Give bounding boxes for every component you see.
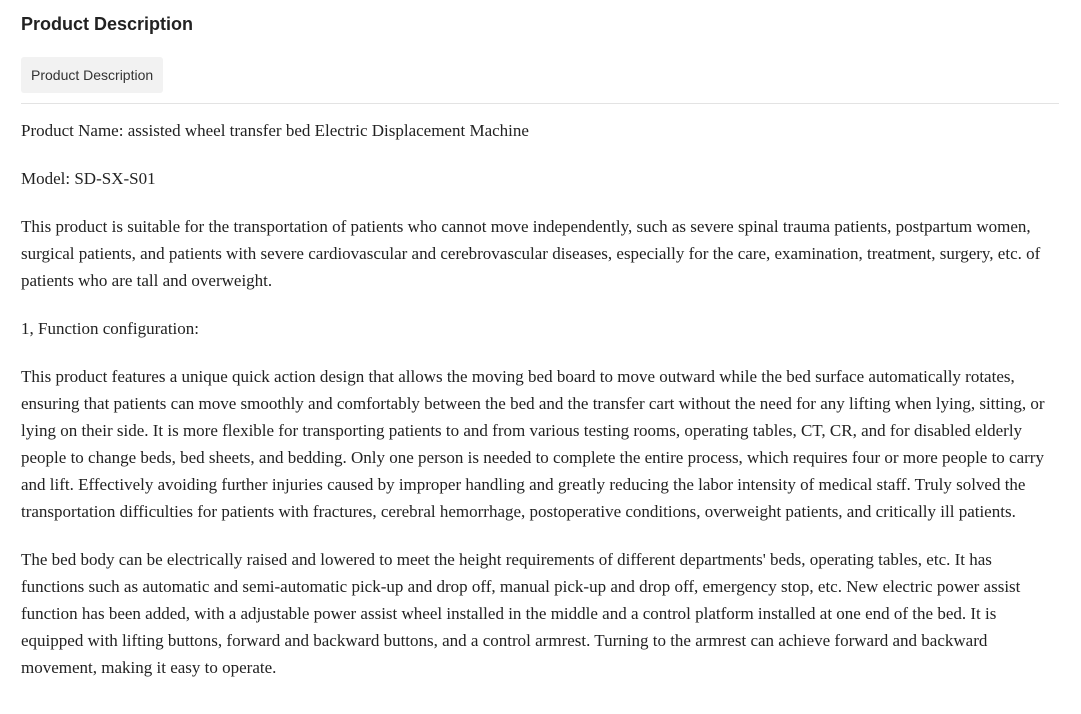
tab-bar [21,57,1059,104]
bed-body-paragraph: The bed body can be electrically raised and lowered to meet the height requirements of different departments' beds, operating tables, etc. It has functions such as automatic and semi-automatic pick-up and drop off, manual pick-up and drop off, emergency stop, etc. New electric power assist function has been added, with a adjustable power assist wheel installed in the middle and a control platform installed at one end of the bed. It is equipped with lifting buttons, forward and backward buttons, and a control armrest. Turning to the armrest can achieve forward and backward movement, making it easy to operate. [21,550,1021,677]
tab-product-description[interactable]: Product Description [21,57,163,93]
function-heading: 1, Function configuration: [21,319,200,338]
section-heading: Product Description [21,14,194,34]
function-paragraph: This product features a unique quick action design that allows the moving bed board to move outward while the bed surface automatically rotates, ensuring that patients can move smoothly and comfortably between the bed and the transfer cart without the need for any lifting when lying, sitting, or lying on their side. It is more flexible for transporting patients to and from various testing rooms, operating tables, CT, CR, and for disabled elderly people to change beds, bed sheets, and bedding. Only one person is needed to complete the entire process, which requires four or more people to carry and lift. Effectively avoiding further injuries caused by improper handling and greatly reducing the labor intensity of medical staff. Truly solved the transportation difficulties for patients with fractures, cerebral hemorrhage, postoperative conditions, overweight patients, and critically ill patients. [21,367,1045,521]
product-name-line: Product Name: assisted wheel transfer bed Electric Displacement Machine [21,121,529,140]
model-line: Model: SD-SX-S01 [21,169,156,188]
description-content [21,117,1059,702]
intro-paragraph: This product is suitable for the transportation of patients who cannot move independently, such as severe spinal trauma patients, postpartum women, surgical patients, and patients with severe cardiovascular and cerebrovascular diseases, especially for the care, examination, treatment, surgery, etc. of patients who are tall and overweight. [21,217,1041,290]
